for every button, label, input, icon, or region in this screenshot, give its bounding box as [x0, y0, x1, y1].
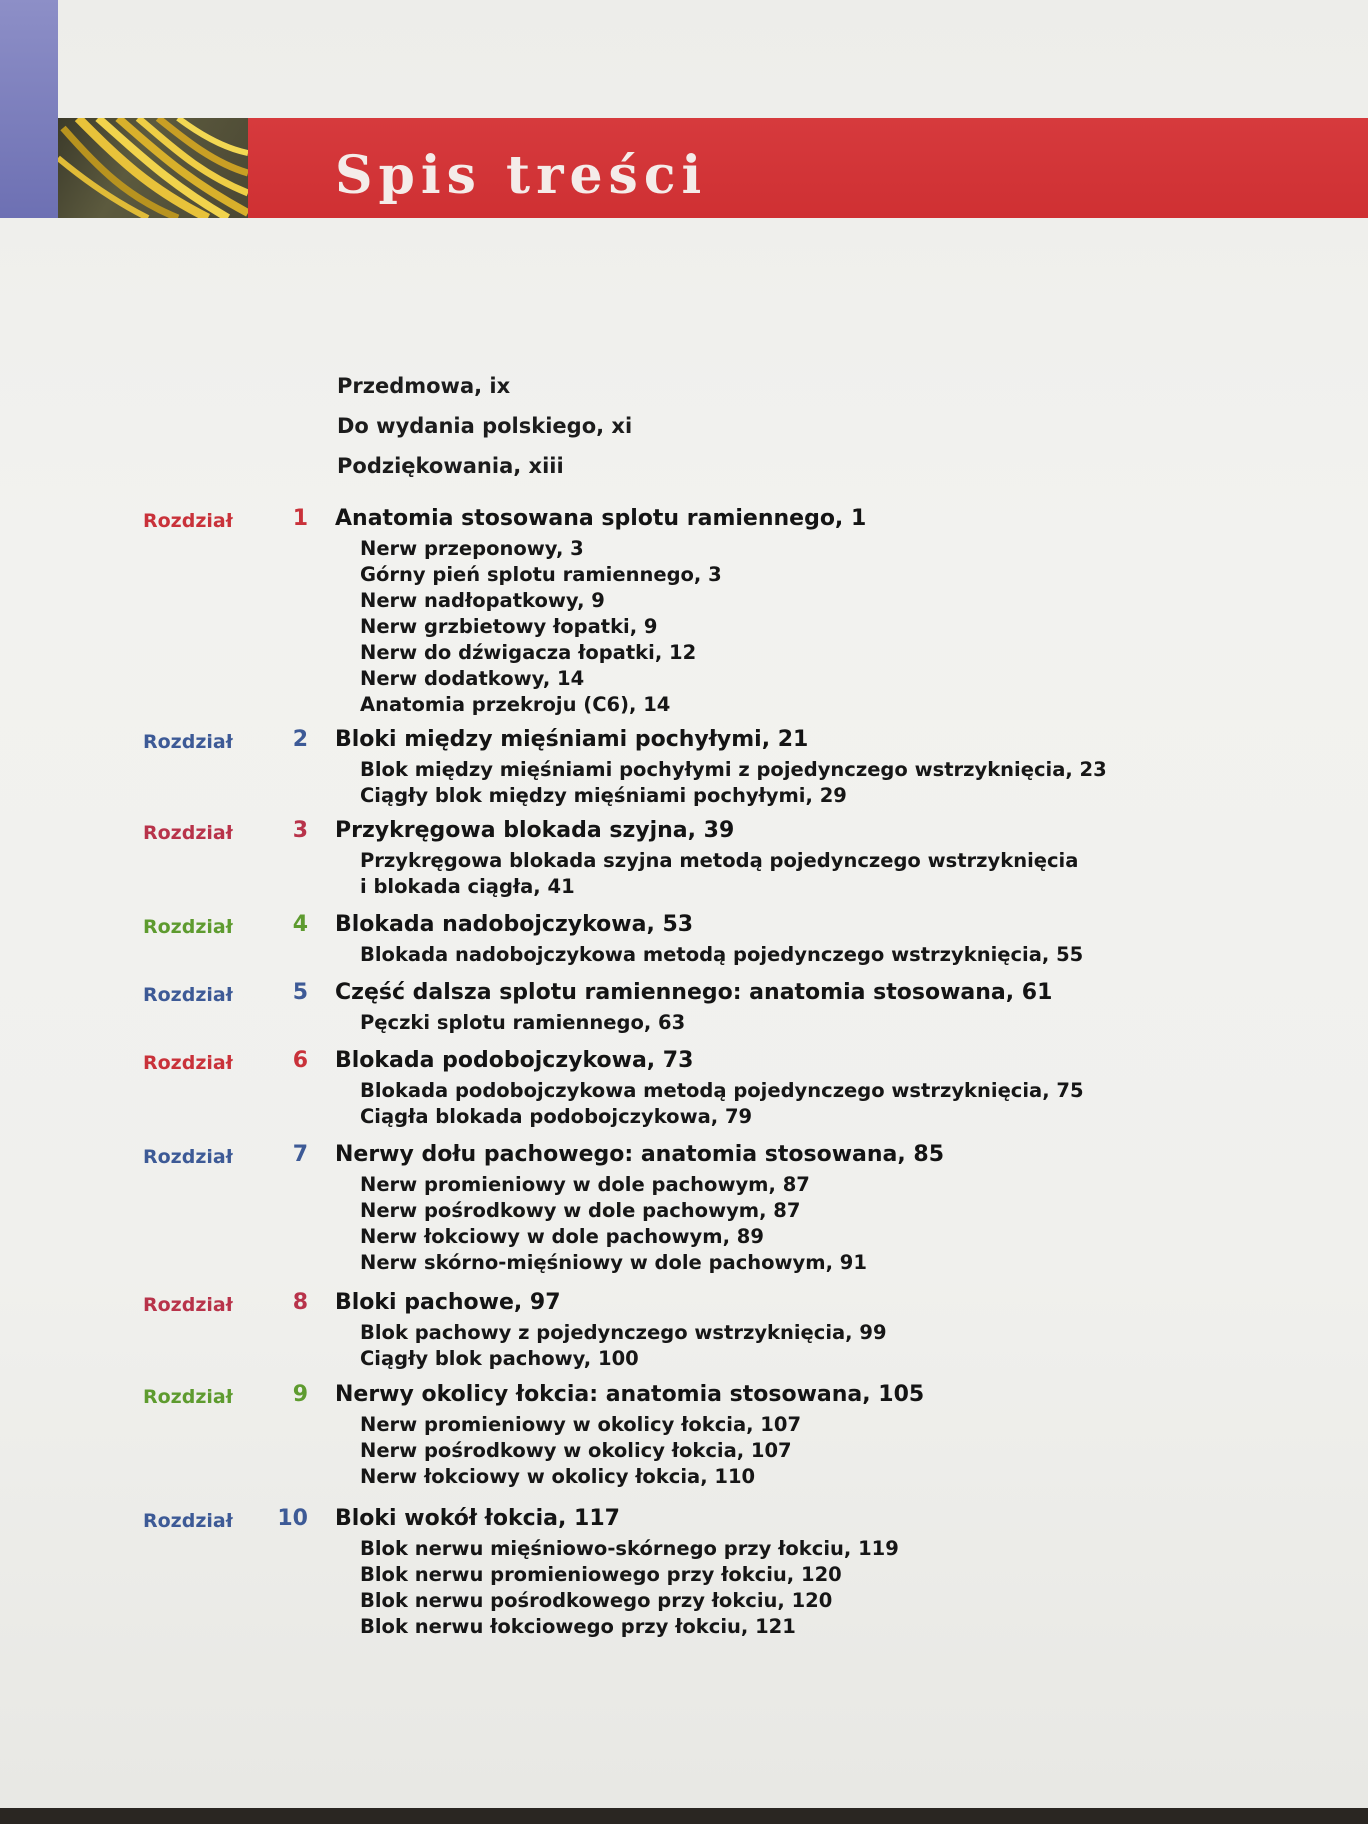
chapter-number: 7 [292, 1142, 308, 1167]
chapter-number: 3 [292, 818, 308, 843]
chapter-label: Rozdział [143, 822, 233, 844]
chapter-label: Rozdział [143, 984, 233, 1006]
section-entry: Ciągły blok pachowy, 100 [360, 1347, 639, 1370]
section-entry: Ciągły blok między mięśniami pochyłymi, 29 [360, 784, 847, 807]
section-entry: Nerw łokciowy w dole pachowym, 89 [360, 1225, 764, 1248]
front-matter-preface: Przedmowa, ix [337, 374, 511, 398]
chapter-label: Rozdział [143, 1294, 233, 1316]
section-entry: Nerw pośrodkowy w dole pachowym, 87 [360, 1199, 801, 1222]
chapter-number: 8 [292, 1290, 308, 1315]
chapter-title: Nerwy okolicy łokcia: anatomia stosowana, 105 [335, 1382, 925, 1407]
section-entry: Blok pachowy z pojedynczego wstrzyknięcia, 99 [360, 1321, 887, 1344]
chapter-label: Rozdział [143, 1386, 233, 1408]
chapter-label: Rozdział [143, 1052, 233, 1074]
header-photo [58, 118, 248, 218]
chapter-number: 1 [292, 506, 308, 531]
section-entry: Nerw dodatkowy, 14 [360, 667, 585, 690]
chapter-sections [360, 1010, 685, 1036]
section-entry: Blok nerwu pośrodkowego przy łokciu, 120 [360, 1589, 833, 1612]
page-title: Spis treści [335, 145, 708, 206]
chapter-label: Rozdział [143, 1146, 233, 1168]
section-entry: Nerw promieniowy w dole pachowym, 87 [360, 1173, 810, 1196]
book-spine-stripe [0, 0, 58, 218]
section-entry: Blok nerwu mięśniowo-skórnego przy łokciu, 119 [360, 1537, 899, 1560]
section-entry: Blokada nadobojczykowa metodą pojedynczego wstrzyknięcia, 55 [360, 943, 1084, 966]
section-entry: Blokada podobojczykowa metodą pojedynczego wstrzyknięcia, 75 [360, 1079, 1084, 1102]
section-entry: Nerw grzbietowy łopatki, 9 [360, 615, 658, 638]
background-edge [0, 1808, 1368, 1824]
chapter-title: Anatomia stosowana splotu ramiennego, 1 [335, 506, 867, 531]
chapter-title: Blokada nadobojczykowa, 53 [335, 912, 694, 937]
chapter-label: Rozdział [143, 510, 233, 532]
front-matter-polish-edition: Do wydania polskiego, xi [337, 414, 633, 438]
chapter-number: 10 [277, 1506, 308, 1531]
chapter-sections [360, 1078, 1084, 1130]
front-matter-acknowledgements: Podziękowania, xiii [337, 454, 564, 478]
chapter-number: 2 [292, 727, 308, 752]
chapter-title: Bloki pachowe, 97 [335, 1290, 561, 1315]
nerve-fibers-image [58, 118, 248, 218]
section-entry: Przykręgowa blokada szyjna metodą pojedynczego wstrzyknięcia [360, 849, 1079, 872]
section-entry: Górny pień splotu ramiennego, 3 [360, 563, 722, 586]
section-entry: Nerw nadłopatkowy, 9 [360, 589, 605, 612]
chapter-sections [360, 1320, 887, 1372]
section-entry: Blok nerwu promieniowego przy łokciu, 120 [360, 1563, 842, 1586]
section-entry: Blok między mięśniami pochyłymi z pojedynczego wstrzyknięcia, 23 [360, 758, 1107, 781]
chapter-label: Rozdział [143, 916, 233, 938]
chapter-number: 5 [292, 980, 308, 1005]
chapter-sections [360, 1536, 899, 1640]
section-entry: Nerw pośrodkowy w okolicy łokcia, 107 [360, 1439, 792, 1462]
section-entry: Anatomia przekroju (C6), 14 [360, 693, 671, 716]
section-entry: Nerw do dźwigacza łopatki, 12 [360, 641, 697, 664]
chapter-label: Rozdział [143, 1510, 233, 1532]
section-entry: Nerw przeponowy, 3 [360, 537, 584, 560]
section-entry: Pęczki splotu ramiennego, 63 [360, 1011, 686, 1034]
chapter-title: Bloki wokół łokcia, 117 [335, 1506, 620, 1531]
chapter-sections [360, 536, 722, 718]
chapter-title: Bloki między mięśniami pochyłymi, 21 [335, 727, 809, 752]
section-entry: Nerw skórno-mięśniowy w dole pachowym, 91 [360, 1251, 867, 1274]
chapter-title: Przykręgowa blokada szyjna, 39 [335, 818, 735, 843]
chapter-number: 4 [292, 912, 308, 937]
section-entry: Ciągła blokada podobojczykowa, 79 [360, 1105, 753, 1128]
chapter-number: 6 [292, 1048, 308, 1073]
section-entry: i blokada ciągła, 41 [360, 875, 575, 898]
chapter-title: Nerwy dołu pachowego: anatomia stosowana, 85 [335, 1142, 945, 1167]
chapter-sections [360, 942, 1083, 968]
chapter-sections [360, 757, 1107, 809]
chapter-title: Część dalsza splotu ramiennego: anatomia stosowana, 61 [335, 980, 1053, 1005]
section-entry: Nerw łokciowy w okolicy łokcia, 110 [360, 1465, 756, 1488]
chapter-number: 9 [292, 1382, 308, 1407]
section-entry: Blok nerwu łokciowego przy łokciu, 121 [360, 1615, 796, 1638]
chapter-label: Rozdział [143, 731, 233, 753]
chapter-sections [360, 848, 1078, 900]
chapter-sections [360, 1172, 867, 1276]
section-entry: Nerw promieniowy w okolicy łokcia, 107 [360, 1413, 802, 1436]
chapter-sections [360, 1412, 801, 1490]
chapter-title: Blokada podobojczykowa, 73 [335, 1048, 694, 1073]
